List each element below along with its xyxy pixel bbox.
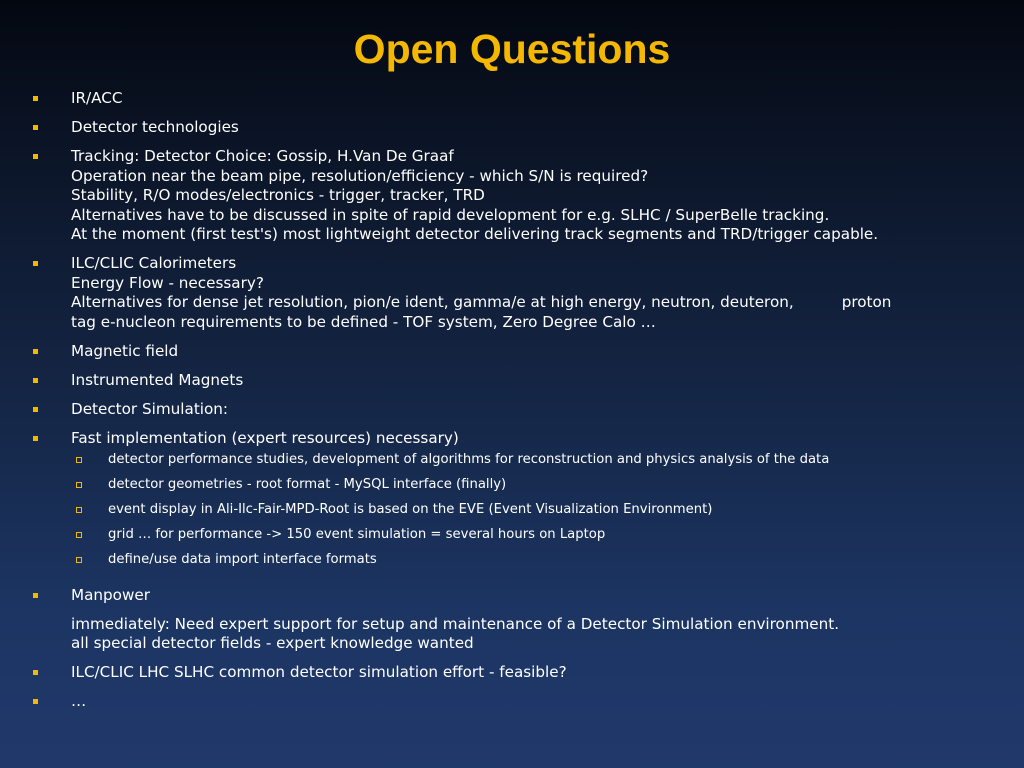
manpower-line-1: Manpower [71,586,150,604]
bullet-text: Magnetic field [71,341,179,360]
sub-bullet-text: detector geometries - root format - MySQL interface (finally) [108,477,507,492]
tracking-line-3: Stability, R/O modes/electronics - trigger, tracker, TRD [71,186,485,204]
tracking-line-1: Tracking: Detector Choice: Gossip, H.Van De Graaf [71,147,454,165]
sub-bullet-text: event display in Ali-Ilc-Fair-MPD-Root is based on the EVE (Event Visualization Environment) [108,502,713,517]
tracking-line-5: At the moment (first test's) most lightweight detector delivering track segments and TRD/trigger capable. [71,225,879,243]
sub-bullet-list [71,452,991,568]
bullet-fast-implementation [31,429,991,569]
hollow-square-bullet-icon [76,482,82,488]
sub-bullet-item [31,452,991,468]
bullet-common-effort [31,663,991,683]
square-bullet-icon [33,125,38,130]
bullet-manpower [31,586,991,654]
tracking-line-4: Alternatives have to be discussed in spite of rapid development for e.g. SLHC / SuperBelle tracking. [71,205,830,224]
bullet-text: Fast implementation (expert resources) necessary) [71,428,459,447]
calorimeters-line-2: Energy Flow - necessary? [71,273,264,292]
square-bullet-icon [33,378,38,383]
bullet-text: IR/ACC [71,89,123,107]
hollow-square-bullet-icon [76,532,82,538]
bullet-list [31,89,991,712]
tracking-line-2: Operation near the beam pipe, resolution/efficiency - which S/N is required? [71,166,649,185]
bullet-tracking [31,147,991,245]
sub-bullet-item [31,527,991,543]
square-bullet-icon [33,593,38,598]
bullet-ir-acc [31,89,991,109]
bullet-text: … [71,692,87,710]
square-bullet-icon [33,407,38,412]
manpower-line-3: all special detector fields - expert knowledge wanted [71,634,474,652]
hollow-square-bullet-icon [76,507,82,513]
sub-bullet-text: grid … for performance -> 150 event simulation = several hours on Laptop [108,527,606,542]
bullet-detector-simulation [31,400,991,420]
calorimeters-line-3 [71,293,991,313]
calorimeters-line-3a: Alternatives for dense jet resolution, pion/e ident, gamma/e at high energy, neutron, deuteron, [71,293,794,311]
bullet-instrumented-magnets [31,371,991,391]
slide-content [31,89,991,721]
hollow-square-bullet-icon [76,557,82,563]
bullet-calorimeters [31,254,991,332]
square-bullet-icon [33,436,38,441]
hollow-square-bullet-icon [76,457,82,463]
square-bullet-icon [33,699,38,704]
square-bullet-icon [33,261,38,266]
bullet-text: ILC/CLIC LHC SLHC common detector simulation effort - feasible? [71,663,567,681]
calorimeters-line-4: tag e-nucleon requirements to be defined - TOF system, Zero Degree Calo … [71,312,656,331]
calorimeters-line-1: ILC/CLIC Calorimeters [71,254,237,272]
sub-bullet-text: detector performance studies, development of algorithms for reconstruction and physics analysis of the data [108,452,830,467]
square-bullet-icon [33,96,38,101]
sub-bullet-text: define/use data import interface formats [108,552,377,567]
bullet-ellipsis [31,692,991,712]
sub-bullet-item [31,477,991,493]
square-bullet-icon [33,670,38,675]
bullet-detector-technologies [31,118,991,138]
slide-title: Open Questions [353,26,671,72]
bullet-text: Instrumented Magnets [71,370,244,389]
square-bullet-icon [33,154,38,159]
sub-bullet-item [31,552,991,568]
sub-bullet-item [31,502,991,518]
manpower-line-2: immediately: Need expert support for setup and maintenance of a Detector Simulation environment. [71,614,840,633]
calorimeters-line-3b: proton [841,293,892,311]
square-bullet-icon [33,349,38,354]
bullet-text: Detector technologies [71,118,239,136]
bullet-text: Detector Simulation: [71,399,229,418]
bullet-magnetic-field [31,342,991,362]
